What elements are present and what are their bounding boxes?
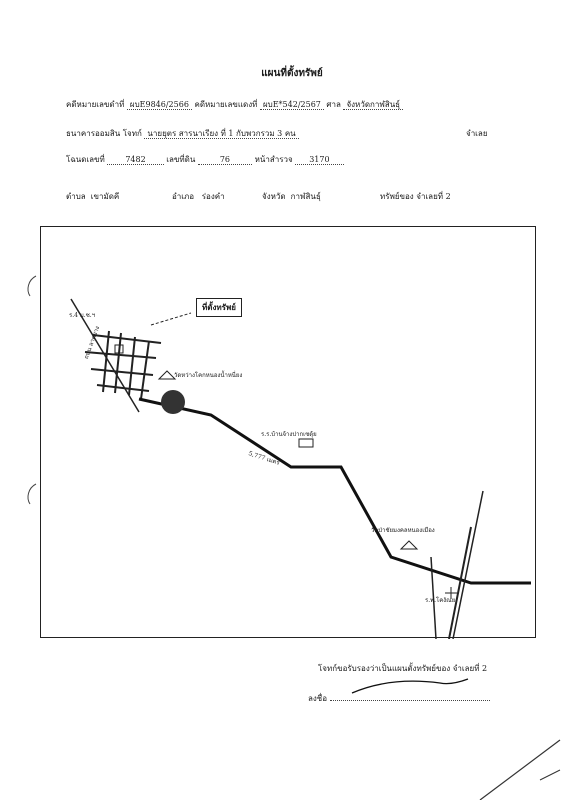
temple-1-label: วัดหว่างโคกหนองน้ำหนี่ยง — [174, 372, 243, 379]
tambon-value: เขามัดคี — [90, 192, 120, 201]
amphoe-label: อำเภอ — [172, 192, 195, 201]
tambon-label: ตำบล — [66, 192, 86, 201]
police-label: ร.พ.โคงัณย — [425, 597, 456, 604]
deed-number: 7482 — [107, 155, 163, 165]
court-value: จังหวัดกาฬสินธุ์ — [343, 100, 403, 110]
province-value: กาฬสินธุ์ — [290, 192, 321, 201]
red-number-label: คดีหมายเลขแดงที่ — [194, 100, 258, 109]
court-label: ศาล — [326, 100, 341, 109]
survey-number: 3170 — [295, 155, 343, 165]
certification-text: โจทก์ขอรับรองว่าเป็นแผนตั้งทรัพย์ของ จำเลยที่ 2 — [318, 664, 488, 673]
red-number-value: ผบE*542/2567 — [260, 100, 324, 110]
asset-owner: ทรัพย์ของ จำเลยที่ 2 — [380, 192, 451, 201]
survey-label: หน้าสำรวจ — [254, 155, 293, 164]
plaintiff-label: ธนาคารออมสิน โจทก์ — [66, 129, 142, 138]
deed-label: โฉนดเลขที่ — [66, 155, 105, 164]
defendant-suffix: จำเลย — [466, 129, 488, 138]
land-number: 76 — [198, 155, 252, 165]
corner-label: ร.4 ม.ซ.ฯ — [69, 312, 96, 319]
land-number-label: เลขที่ดิน — [166, 155, 196, 164]
road-label: ถนน ลาดยาง — [82, 325, 102, 361]
defendant-value: นายยุตร สารนาเรียง ที่ 1 กับพวกรวม 3 คน — [144, 129, 298, 139]
province-label: จังหวัด — [262, 192, 286, 201]
case-number-value: ผบE9846/2566 — [127, 100, 192, 110]
distance-label: 5,777 เมตร — [247, 450, 281, 467]
amphoe-value: ร่องคำ — [201, 192, 225, 201]
property-label: ที่ตั้งทรัพย์ — [196, 298, 242, 317]
case-number-label: คดีหมายเลขดำที่ — [66, 100, 125, 109]
document-title: แผนที่ตั้งทรัพย์ — [261, 68, 323, 79]
temple-2-label: วัดป่าชัยมงคลหนองเมือง — [371, 527, 435, 534]
school-label: ร.ร.บ้านจ้างปากเซดุ้ย — [261, 431, 317, 438]
signature-label: ลงชื่อ — [308, 694, 328, 703]
